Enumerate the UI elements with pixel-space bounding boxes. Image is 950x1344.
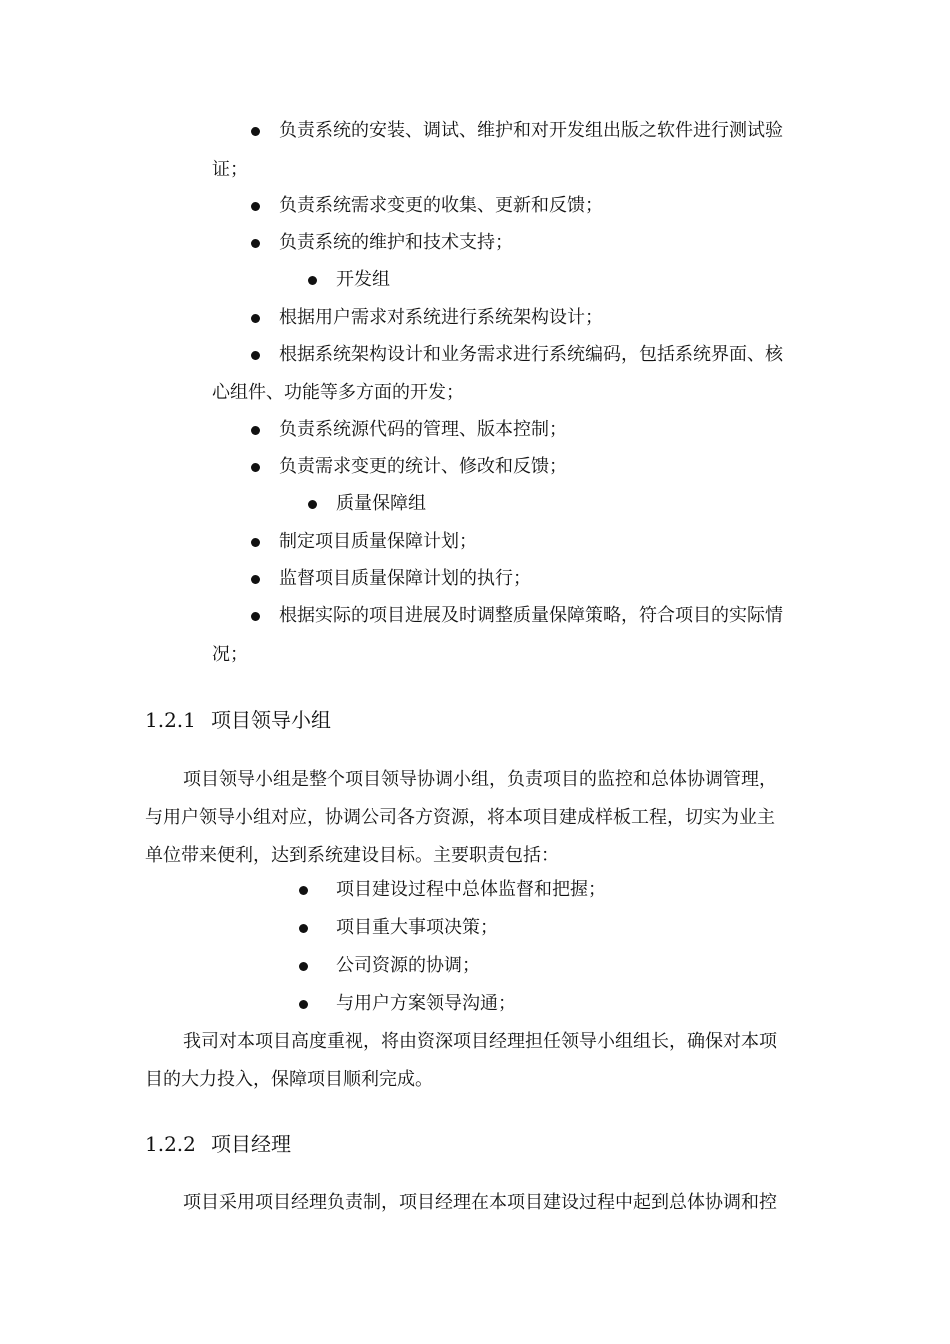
bullet-icon [299,1000,308,1009]
paragraph-line: 项目领导小组是整个项目领导协调小组，负责项目的监控和总体协调管理， [183,769,777,790]
paragraph-line: 项目采用项目经理负责制，项目经理在本项目建设过程中起到总体协调和控 [183,1192,777,1213]
list-item-text: 监督项目质量保障计划的执行； [279,568,531,589]
bullet-icon [251,463,260,472]
list-item-text: 负责系统的安装、调试、维护和对开发组出版之软件进行测试验 [279,120,783,141]
list-item-text-continued: 证； [212,159,248,180]
paragraph-line: 目的大力投入，保障项目顺利完成。 [145,1069,433,1090]
duty-item: 公司资源的协调； [336,955,480,976]
list-item-text: 负责系统需求变更的收集、更新和反馈； [279,195,603,216]
duty-item: 项目重大事项决策； [336,917,498,938]
list-item-text: 根据系统架构设计和业务需求进行系统编码，包括系统界面、核 [279,344,783,365]
list-item-text-continued: 心组件、功能等多方面的开发； [212,382,464,403]
duty-item: 与用户方案领导沟通； [336,993,516,1014]
list-item-text: 负责需求变更的统计、修改和反馈； [279,456,567,477]
list-item-text-continued: 况； [212,644,248,665]
section-title: 项目经理 [211,1132,291,1156]
bullet-icon [251,239,260,248]
section-number: 1.2.2 [145,1132,196,1156]
section-heading-1-2-1 [145,706,331,734]
list-item-text: 根据实际的项目进展及时调整质量保障策略，符合项目的实际情 [279,605,783,626]
bullet-icon [251,426,260,435]
list-item-text: 制定项目质量保障计划； [279,531,477,552]
list-item-text: 负责系统的维护和技术支持； [279,232,513,253]
section-title: 项目领导小组 [211,708,331,732]
paragraph-line: 我司对本项目高度重视，将由资深项目经理担任领导小组组长，确保对本项 [183,1031,777,1052]
bullet-icon [299,886,308,895]
group-label-qa: 质量保障组 [336,493,426,514]
duty-item: 项目建设过程中总体监督和把握； [336,879,606,900]
section-number: 1.2.1 [145,708,196,732]
list-item-text: 根据用户需求对系统进行系统架构设计； [279,307,603,328]
list-item-text: 负责系统源代码的管理、版本控制； [279,419,567,440]
bullet-icon [299,962,308,971]
bullet-icon [308,276,317,285]
paragraph-line: 单位带来便利，达到系统建设目标。主要职责包括： [145,845,559,866]
bullet-icon [308,500,317,509]
bullet-icon [251,612,260,621]
section-heading-1-2-2 [145,1130,291,1158]
bullet-icon [251,351,260,360]
paragraph-line: 与用户领导小组对应，协调公司各方资源，将本项目建成样板工程，切实为业主 [145,807,775,828]
bullet-icon [251,538,260,547]
bullet-icon [251,314,260,323]
group-label-dev: 开发组 [336,269,390,290]
bullet-icon [299,924,308,933]
bullet-icon [251,202,260,211]
bullet-icon [251,575,260,584]
bullet-icon [251,127,260,136]
